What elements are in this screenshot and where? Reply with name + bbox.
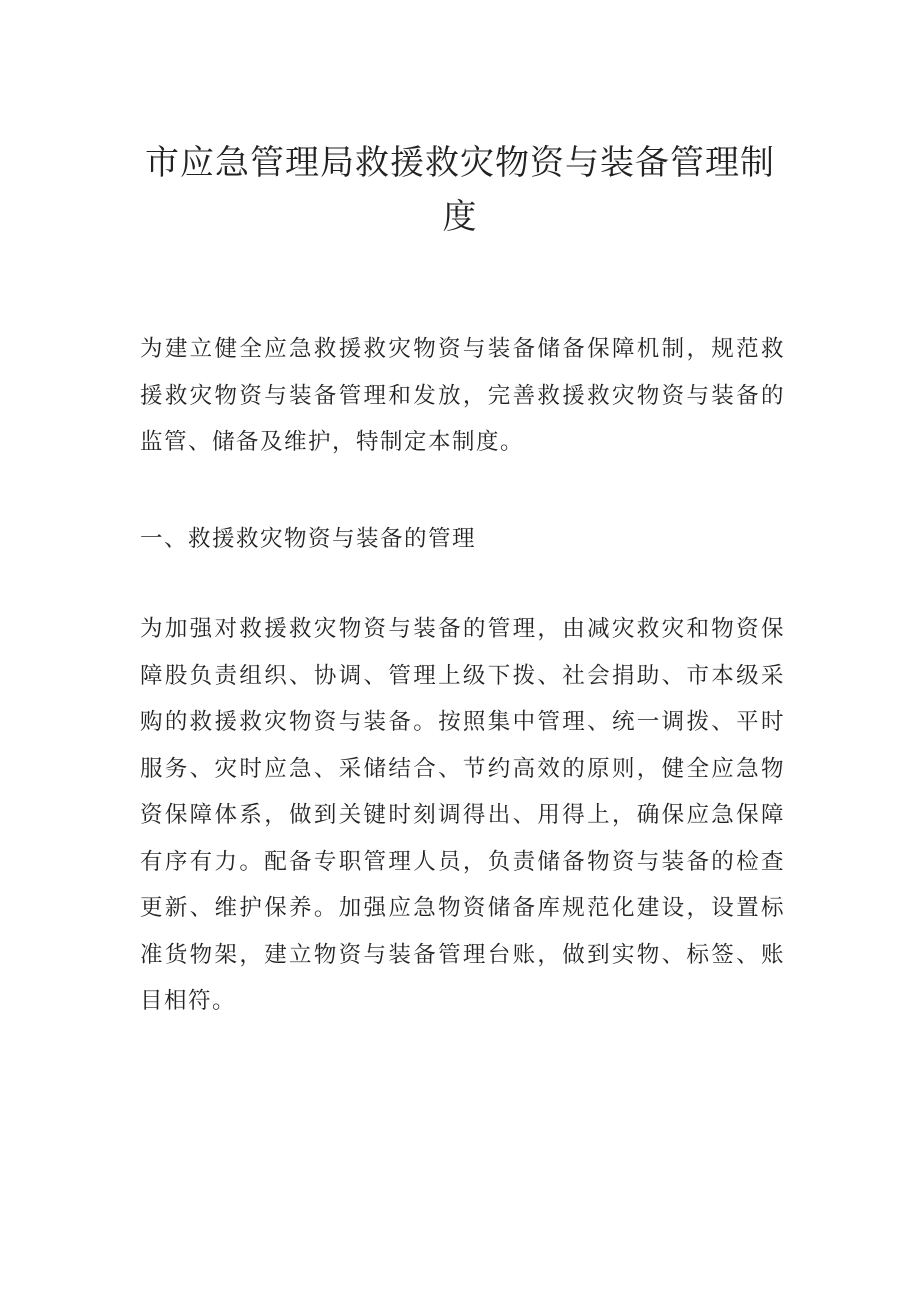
document-title: 市应急管理局救援救灾物资与装备管理制度 <box>145 143 775 237</box>
section-heading: 一、救援救灾物资与装备的管理 <box>140 526 477 552</box>
section-body-paragraph: 为加强对救援救灾物资与装备的管理，由减灾救灾和物资保障股负责组织、协调、管理上级下拨、社会捐助、市本级采购的救援救灾物资与装备。按照集中管理、统一调拨、平时服务、灾时应急、采储结合、节约高效的原则，健全应急物资保障体系，做到关键时刻调得出、用得上，确保应急保障有序有力。配备专职管理人员，负责储备物资与装备的检查更新、维护保养。加强应急物资储备库规范化建设，设置标准货物架，建立物资与装备管理台账，做到实物、标签、账目相符。 <box>140 616 785 1014</box>
intro-paragraph: 为建立健全应急救援救灾物资与装备储备保障机制，规范救援救灾物资与装备管理和发放，完善救援救灾物资与装备的监管、储备及维护，特制定本制度。 <box>140 336 785 455</box>
